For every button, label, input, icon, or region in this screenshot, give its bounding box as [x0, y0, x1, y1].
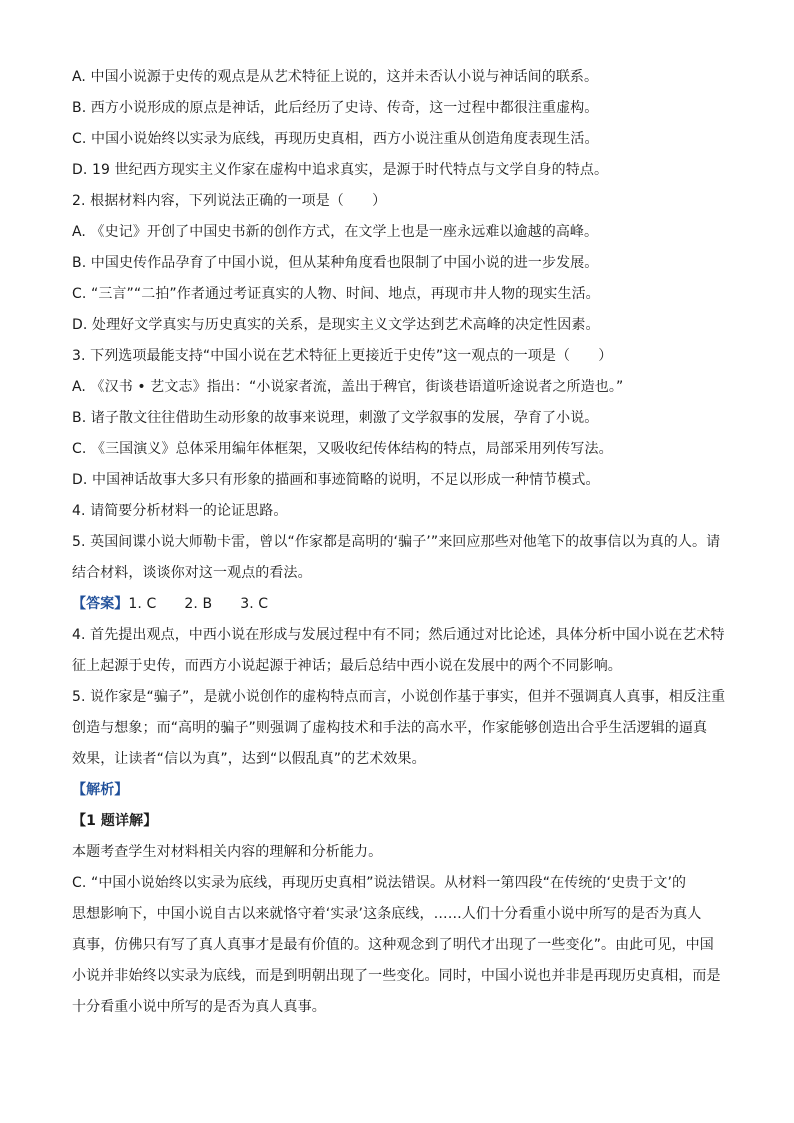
- detail-body-line-4: 小说并非始终以实录为底线，而是到明朝出现了一些变化。同时，中国小说也并非是再现历史真相，而是: [72, 968, 721, 984]
- q3-option-d: D. 中国神话故事大多只有形象的描画和事迹简略的说明，不足以形成一种情节模式。: [72, 472, 600, 488]
- q2-option-b: B. 中国史传作品孕育了中国小说，但从某种角度看也限制了中国小说的进一步发展。: [72, 255, 599, 271]
- answer-4-line-1: 4. 首先提出观点，中西小说在形成与发展过程中有不同；然后通过对比论述，具体分析中国小说在艺术特: [72, 627, 725, 643]
- answer-2: 2. B: [184, 596, 213, 612]
- q1-option-d: D. 19 世纪西方现实主义作家在虚构中追求真实，是源于时代特点与文学自身的特点。: [72, 162, 609, 178]
- answer-line: [72, 589, 732, 620]
- q4-stem: 4. 请简要分析材料一的论证思路。: [72, 503, 288, 519]
- q2-option-d: D. 处理好文学真实与历史真实的关系，是现实主义文学达到艺术高峰的决定性因素。: [72, 317, 600, 333]
- answer-5-line-1: 5. 说作家是“骗子”，是就小说创作的虚构特点而言，小说创作基于事实，但并不强调真人真事，相反注重: [72, 689, 726, 705]
- document-page: [72, 62, 732, 1023]
- detail-body-line-1: C. “中国小说始终以实录为底线，再现历史真相”说法错误。从材料一第四段“在传统的‘史贵于文’的: [72, 875, 687, 891]
- answer-5-line-2: 创造与想象；而“高明的骗子”则强调了虚构技术和手法的高水平，作家能够创造出合乎生活逻辑的逼真: [72, 720, 708, 736]
- answer-label: 【答案】: [72, 596, 129, 612]
- answer-3: 3. C: [240, 596, 269, 612]
- detail-body-line-2: 思想影响下，中国小说自古以来就恪守着‘实录’这条底线，……人们十分看重小说中所写的是否为真人: [72, 906, 702, 922]
- q5-stem-line-1: 5. 英国间谍小说大师勒卡雷，曾以“作家都是高明的‘骗子’”来回应那些对他笔下的故事信以为真的人。请: [72, 534, 721, 550]
- q2-option-a: A. 《史记》开创了中国史书新的创作方式，在文学上也是一座永远难以逾越的高峰。: [72, 224, 599, 240]
- detail-body-line-3: 真事，仿佛只有写了真人真事才是最有价值的。这种观念到了明代才出现了一些变化”。由此可见，中国: [72, 937, 714, 953]
- answer-5-line-3: 效果，让读者“信以为真”，达到“以假乱真”的艺术效果。: [72, 751, 426, 767]
- q5-stem-line-2: 结合材料，谈谈你对这一观点的看法。: [72, 565, 312, 581]
- q3-stem: 3. 下列选项最能支持“中国小说在艺术特征上更接近于史传”这一观点的一项是（ ）: [72, 348, 613, 364]
- answer-4-line-2: 征上起源于史传，而西方小说起源于神话；最后总结中西小说在发展中的两个不同影响。: [72, 658, 622, 674]
- analysis-label: 【解析】: [72, 782, 129, 798]
- q1-option-c: C. 中国小说始终以实录为底线，再现历史真相，西方小说注重从创造角度表现生活。: [72, 131, 599, 147]
- q2-option-c: C. “三言”“二拍”作者通过考证真实的人物、时间、地点，再现市井人物的现实生活。: [72, 286, 600, 302]
- detail-intro: 本题考查学生对材料相关内容的理解和分析能力。: [72, 844, 383, 860]
- q2-stem: 2. 根据材料内容，下列说法正确的一项是（ ）: [72, 193, 387, 209]
- q3-option-a: A. 《汉书 • 艺文志》指出：“小说家者流，盖出于稗官，街谈巷语道听途说者之所造也。”: [72, 379, 624, 395]
- answer-1: 1. C: [128, 596, 157, 612]
- q3-option-b: B. 诸子散文往往借助生动形象的故事来说理，刺激了文学叙事的发展，孕育了小说。: [72, 410, 599, 426]
- detail-label: 【1 题详解】: [72, 813, 158, 829]
- q1-option-b: B. 西方小说形成的原点是神话，此后经历了史诗、传奇，这一过程中都很注重虚构。: [72, 100, 599, 116]
- q1-option-a: A. 中国小说源于史传的观点是从艺术特征上说的，这并未否认小说与神话间的联系。: [72, 69, 599, 85]
- q3-option-c: C. 《三国演义》总体采用编年体框架，又吸收纪传体结构的特点，局部采用列传写法。: [72, 441, 613, 457]
- detail-body-line-5: 十分看重小说中所写的是否为真人真事。: [72, 999, 326, 1015]
